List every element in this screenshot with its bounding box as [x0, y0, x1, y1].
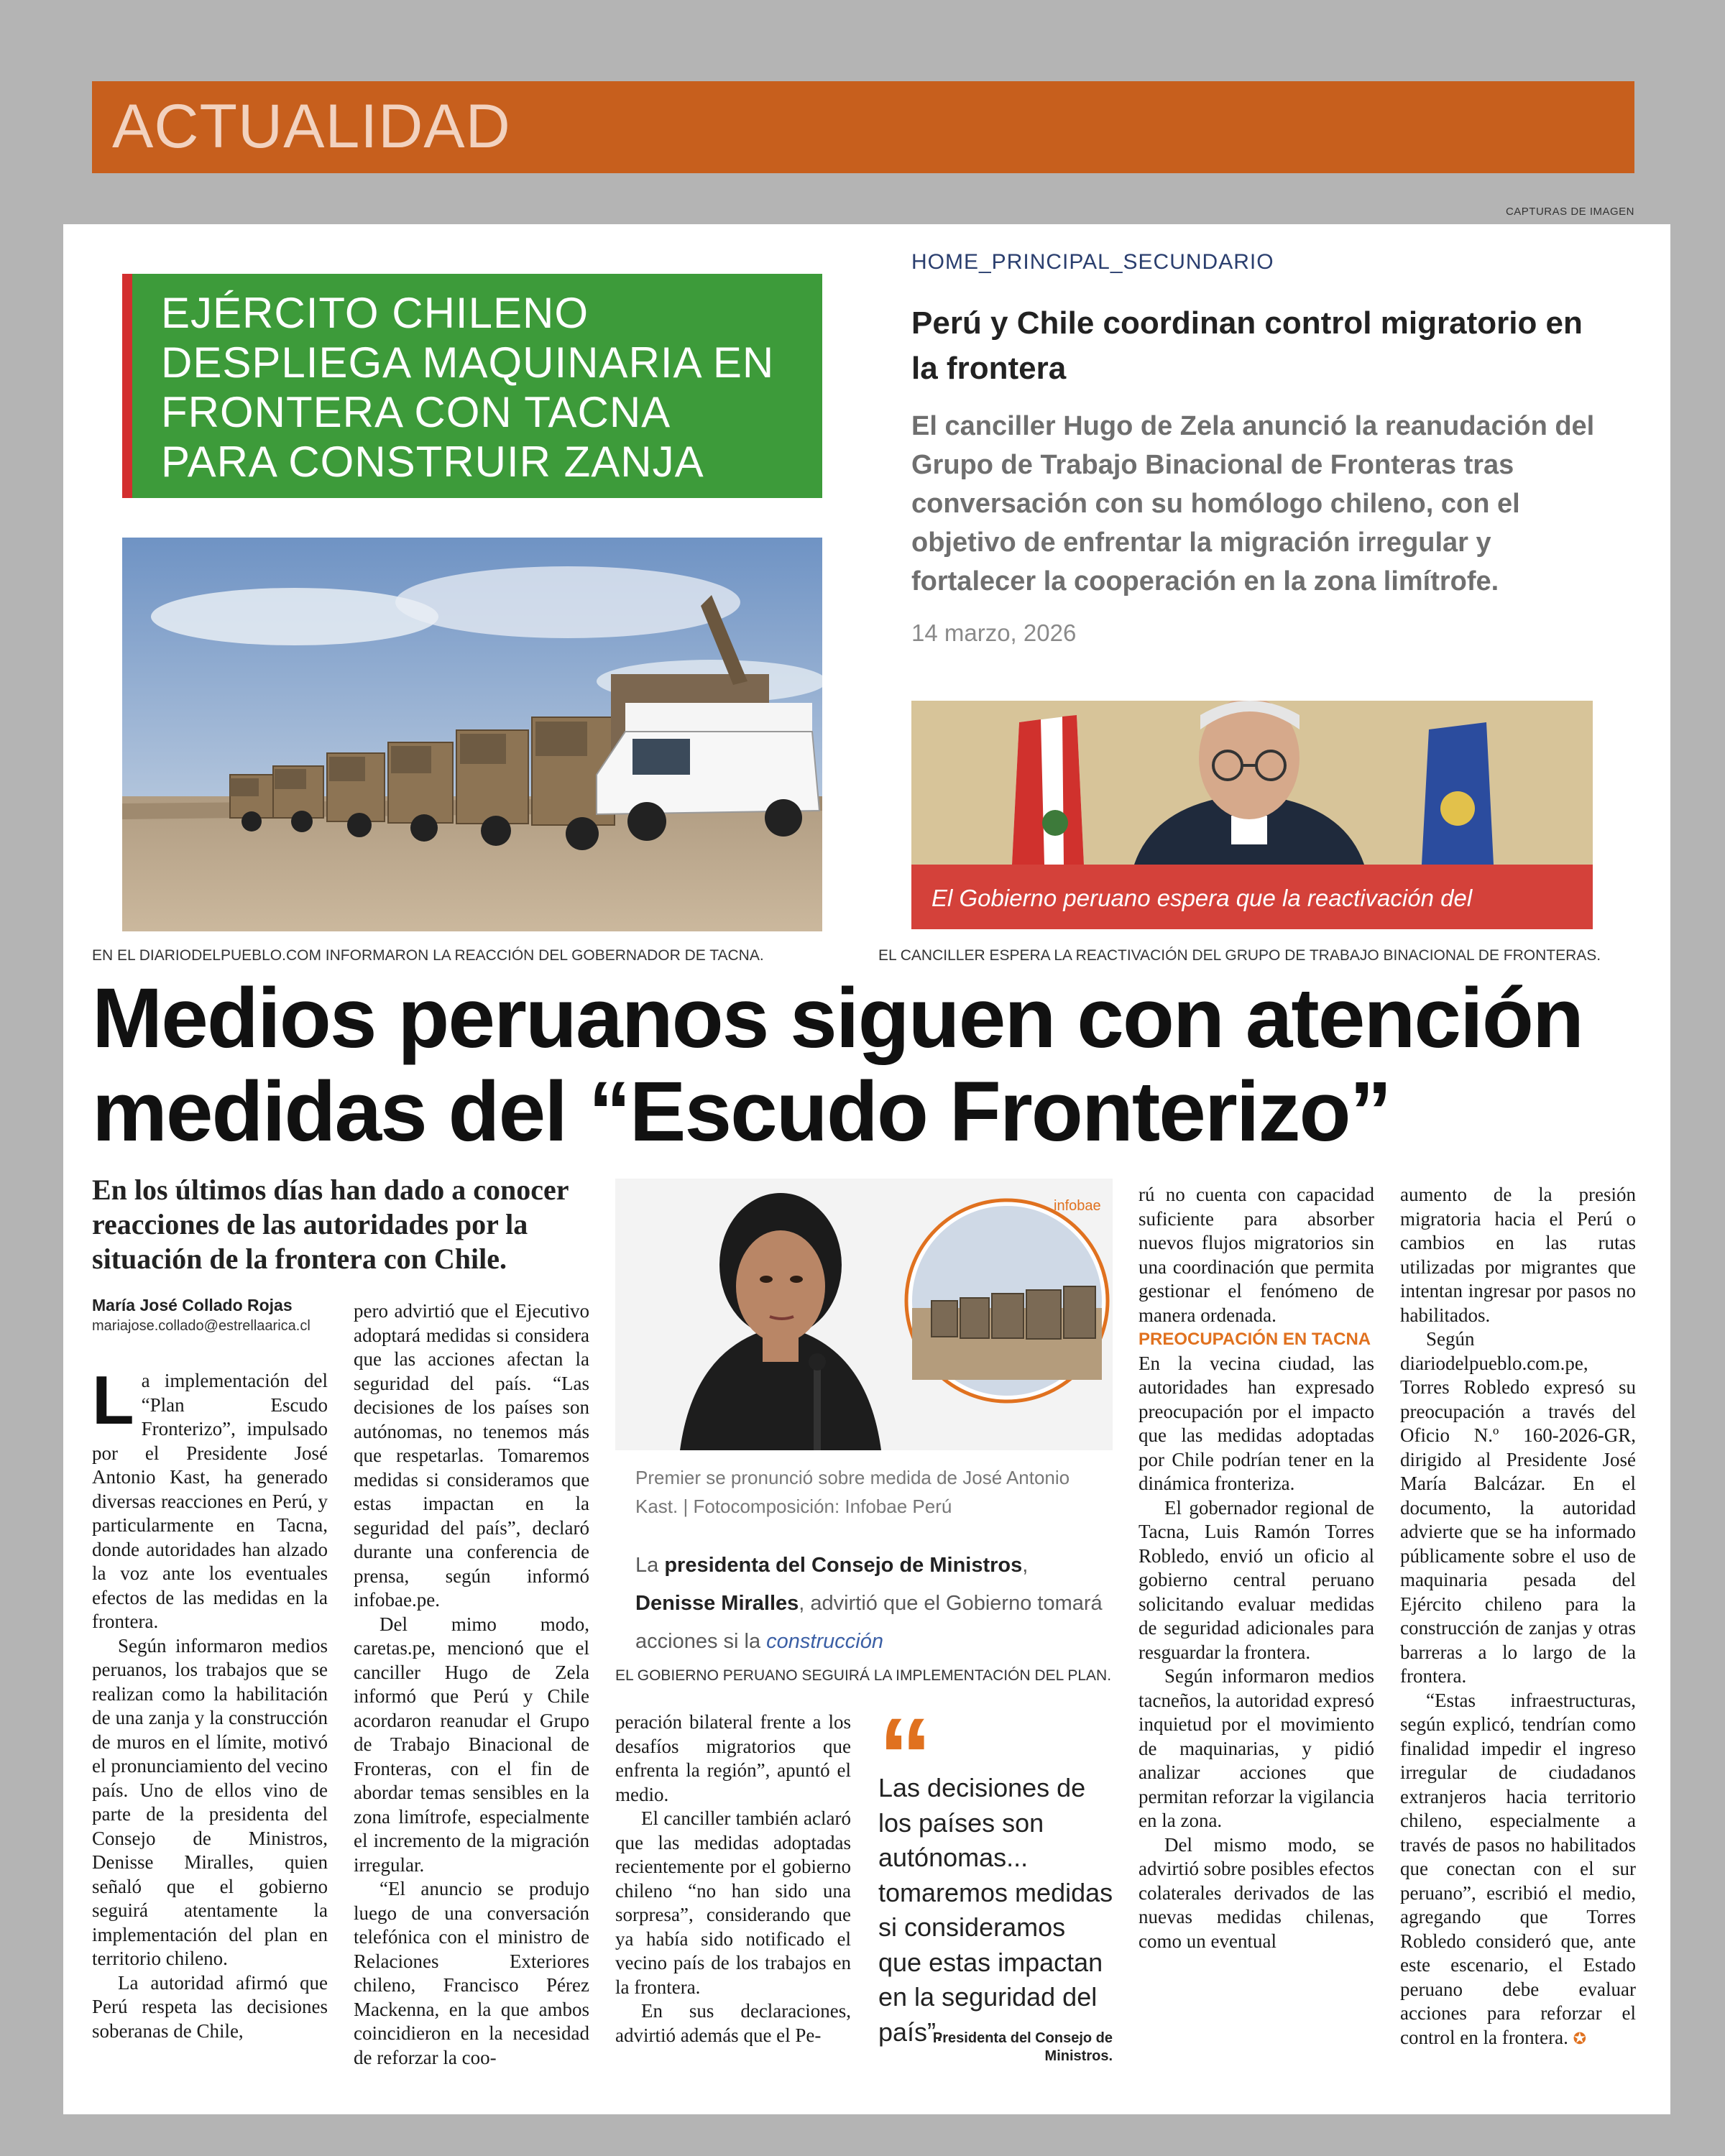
minister-illustration	[911, 701, 1593, 865]
paragraph: En la vecina ciudad, las autoridades han expresado preocupación por el impacto que las medidas adoptadas por Chile podrían tener en la dinámica fronteriza.	[1138, 1352, 1374, 1494]
premier-photo	[615, 1179, 1113, 1450]
article-deck: En los últimos días han dado a conocer reacciones de las autoridades por la situación de la frontera con Chile.	[92, 1174, 569, 1275]
paragraph: La implementación del “Plan Escudo Fronterizo”, impulsado por el Presidente José Antonio Kast, ha generado diversas reacciones en Perú, y particularmente en Tacna, donde autoridades han alzado la voz ante los eventuales efectos de las medidas en la frontera.	[92, 1362, 328, 1632]
article-column-2	[354, 1299, 589, 2070]
section-banner	[92, 81, 1634, 173]
paragraph: peración bilateral frente a los desafíos migratorios que enfrenta la región”, apuntó el medio.	[615, 1711, 851, 1805]
trucks-illustration	[122, 538, 822, 931]
paragraph: La autoridad afirmó que Perú respeta las decisiones soberanas de Chile,	[92, 1971, 328, 2042]
quote-mark-icon: “	[878, 1695, 932, 1816]
subhead: PREOCUPACIÓN EN TACNA	[1138, 1330, 1371, 1349]
left-story-headline-box	[122, 274, 822, 498]
minister-photo	[911, 701, 1593, 865]
pullquote-text: Las decisiones de los países son autónomas... tomaremos medidas si consideramos que estas impactan en la seguridad del país”.	[878, 1773, 1113, 2047]
paragraph: Según informaron medios tacneños, la autoridad expresó inquietud por el movimiento de maquinarias, y pidió analizar acciones que permitan reforzar la vigilancia en la zona.	[1138, 1665, 1374, 1831]
end-mark-icon: ✪	[1573, 2030, 1587, 2048]
section-label: ACTUALIDAD	[112, 92, 511, 161]
paragraph: Del mismo modo, se advirtió sobre posibles efectos colaterales derivados de las nuevas medidas chilenas, como un eventual	[1138, 1833, 1374, 1952]
web-snippet: La presidenta del Consejo de Ministros, Denisse Miralles, advirtió que el Gobierno tomará acciones si la construcción	[635, 1554, 1103, 1653]
author-email: mariajose.collado@estrellaarica.cl	[92, 1318, 310, 1334]
web-story-date: 14 marzo, 2026	[911, 619, 1077, 646]
paragraph: rú no cuenta con capacidad suficiente para absorber nuevos flujos migratorios sin una coordinación que permita gestionar el fenómeno de manera ordenada.	[1138, 1184, 1374, 1326]
paragraph: En sus declaraciones, advirtió además que el Pe-	[615, 2000, 851, 2046]
article-column-3	[615, 1710, 851, 2047]
paragraph: El gobernador regional de Tacna, Luis Ramón Torres Robledo, envió un oficio al gobierno central peruano solicitando evaluar medidas de seguridad adicionales para resguardar la frontera.	[1138, 1496, 1374, 1663]
web-story-title: Perú y Chile coordinan control migratorio en la frontera	[911, 305, 1583, 386]
left-story-caption: EN EL DIARIODELPUEBLO.COM INFORMARON LA REACCIÓN DEL GOBERNADOR DE TACNA.	[92, 947, 764, 964]
paragraph: pero advirtió que el Ejecutivo adoptará medidas si considera que las acciones afectan la seguridad del país. “Las decisiones de los países son autónomas, no tenemos más que respetarlas. Tomaremos medidas si consideramos que estas impactan en la seguridad del país”, declaró durante una conferencia de prensa, según informó infobae.pe.	[354, 1300, 589, 1611]
web-story-summary: El canciller Hugo de Zela anunció la reanudación del Grupo de Trabajo Binacional de Fronteras tras conversación con su homólogo chileno, con el objetivo de enfrentar la migración irregular y fortalecer la cooperación en la zona limítrofe.	[911, 411, 1595, 596]
paragraph: Del mimo modo, caretas.pe, mencionó que el canciller Hugo de Zela informó que Perú y Chile acordaron reanudar el Grupo de Trabajo Binacional de Fronteras, con el fin de abordar temas sensibles en la zona limítrofe, especialmente el incremento de la migración irregular.	[354, 1613, 589, 1876]
article-column-5	[1400, 1183, 1636, 2051]
right-story-caption: EL CANCILLER ESPERA LA REACTIVACIÓN DEL GRUPO DE TRABAJO BINACIONAL DE FRONTERAS.	[878, 947, 1601, 964]
paragraph: aumento de la presión migratoria hacia el Perú o cambios en las rutas utilizadas por migrantes que intentan ingresar por pasos no habilitados.	[1400, 1184, 1636, 1326]
trucks-photo	[122, 538, 822, 931]
drop-cap: L	[92, 1362, 134, 1439]
paragraph: Según informaron medios peruanos, los trabajos que se realizan como la habilitación de una zanja y la construcción de muros en el límite, motivó el pronunciamiento del vecino país. Uno de ellos vino de parte de la presidenta del Consejo de Ministros, Denisse Miralles, quien señaló que el gobierno seguirá atentamente la implementación del plan en territorio chileno.	[92, 1634, 328, 1969]
author-name: María José Collado Rojas	[92, 1296, 293, 1314]
image-credit: CAPTURAS DE IMAGEN	[1505, 206, 1634, 218]
article-column-4	[1138, 1183, 1374, 1953]
article-column-1	[92, 1362, 328, 2043]
left-story-headline: EJÉRCITO CHILENO DESPLIEGA MAQUINARIA EN FRONTERA CON TACNA PARA CONSTRUIR ZANJA	[161, 289, 775, 486]
snippet-link[interactable]: construcción	[766, 1630, 883, 1653]
paragraph: El canciller también aclaró que las medidas adoptadas recientemente por el gobierno chileno “no han sido una sorpresa”, considerando que ya había sido notificado el vecino país de los trabajos en la frontera.	[615, 1807, 851, 1998]
minister-photo-caption	[911, 865, 1593, 929]
premier-caption-bottom: EL GOBIERNO PERUANO SEGUIRÁ LA IMPLEMENTACIÓN DEL PLAN.	[615, 1667, 1112, 1684]
paragraph: Según diariodelpueblo.com.pe, Torres Robledo expresó su preocupación a través del Oficio N.º 160-2026-GR, dirigido al Presidente José María Balcázar. En el documento, la autoridad advierte que se ha informado públicamente sobre el uso de maquinaria pesada del Ejército chileno para la construcción de zanjas y otras barreras a lo largo de la frontera.	[1400, 1328, 1636, 1687]
minister-caption-text: El Gobierno peruano espera que la reactivación del	[932, 885, 1473, 911]
article-headline: Medios peruanos siguen con atención medidas del “Escudo Fronterizo”	[92, 971, 1583, 1159]
web-section-label: HOME_PRINCIPAL_SECUNDARIO	[911, 250, 1274, 274]
photo-watermark: infobae	[1054, 1198, 1101, 1214]
paragraph: “El anuncio se produjo luego de una conversación telefónica con el ministro de Relaciones Exteriores chileno, Francisco Pérez Mackenna, en la que ambos coincidieron en la necesidad de reforzar la coo-	[354, 1878, 589, 2068]
paragraph: “Estas infraestructuras, según explicó, tendrían como finalidad impedir el ingreso irregular de ciudadanos extranjeros hacia territorio chileno, especialmente a través de pasos no habilitados que conectan con el sur peruano”, escribió el medio, agregando que Torres Robledo consideró que, ante este escenario, el Estado peruano debe evaluar acciones para reforzar el control en la frontera. ✪	[1400, 1689, 1636, 2048]
premier-photo-caption: Premier se pronunció sobre medida de José Antonio Kast. | Fotocomposición: Infobae Perú	[635, 1467, 1070, 1517]
pullquote-attribution: Presidenta del Consejo de Ministros.	[932, 2030, 1113, 2064]
premier-illustration	[615, 1179, 1113, 1450]
